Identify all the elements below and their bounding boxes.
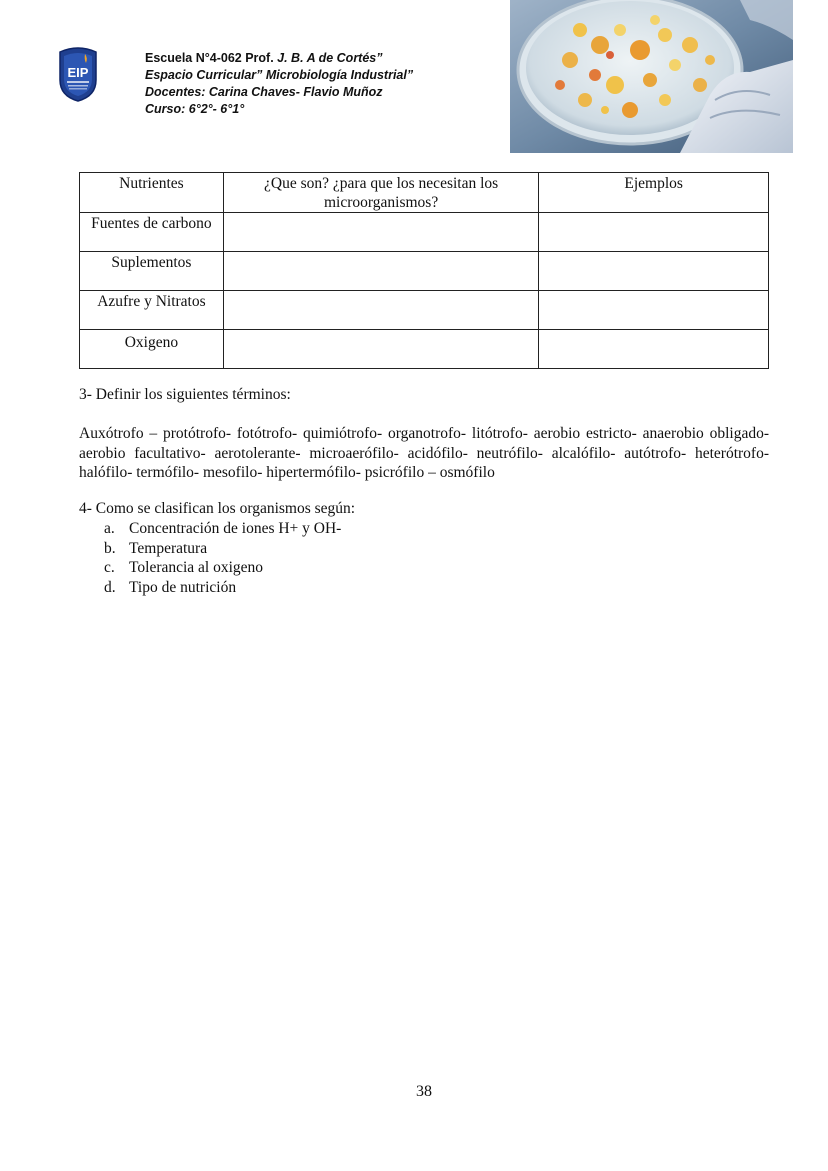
row-label: Oxigeno [80, 330, 224, 369]
example-cell [539, 213, 769, 252]
school-logo [57, 44, 99, 102]
header-block [145, 50, 413, 118]
section-3-title: 3- Definir los siguientes términos: [79, 386, 291, 403]
answer-cell [223, 252, 539, 291]
item-text: Temperatura [129, 539, 208, 557]
classification-list [104, 519, 341, 597]
school-name: J. B. A de Cortés” [277, 51, 383, 65]
table-row [80, 252, 769, 291]
example-cell [539, 291, 769, 330]
section-3-terms: Auxótrofo – protótrofo- fotótrofo- quimiótrofo- organotrofo- litótrofo- aerobio estricto- anaerobio obligado- aerobio facultativo- aerotolerante- microaerófilo- acidófilo- neutrófilo- alcalófilo- autótrofo- heterótrofo- halófilo- termófilo- mesofilo- hipertermófilo- psicrófilo – osmófilo [79, 425, 769, 481]
item-letter: d. [104, 578, 116, 596]
nutrients-table [79, 172, 769, 369]
item-letter: a. [104, 520, 115, 537]
item-text: Tipo de nutrición [129, 578, 237, 596]
header-ejemplos: Ejemplos [539, 173, 769, 213]
school-prefix: Escuela N°4-062 Prof. [145, 51, 274, 65]
course-line: Curso: 6°2°- 6°1° [145, 102, 245, 116]
example-cell [539, 330, 769, 369]
list-item [104, 539, 341, 559]
item-text: Concentración de iones H+ y OH- [129, 520, 342, 537]
item-letter: c. [104, 559, 115, 576]
petri-dish-photo [510, 0, 793, 153]
row-label: Suplementos [80, 252, 224, 291]
header-nutrientes: Nutrientes [80, 173, 224, 213]
teachers-line: Docentes: Carina Chaves- Flavio Muñoz [145, 85, 383, 99]
example-cell [539, 252, 769, 291]
list-item [104, 519, 341, 539]
table-row [80, 330, 769, 369]
list-item [104, 578, 341, 598]
answer-cell [223, 291, 539, 330]
table-header-row [80, 173, 769, 213]
table-row [80, 291, 769, 330]
logo-text: EIP [67, 65, 89, 80]
school-line [145, 50, 413, 67]
subject-line: Espacio Curricular” Microbiología Industrial” [145, 68, 414, 82]
row-label: Azufre y Nitratos [80, 291, 224, 330]
item-letter: b. [104, 539, 116, 557]
answer-cell [223, 213, 539, 252]
list-item [104, 558, 341, 578]
item-text: Tolerancia al oxigeno [129, 559, 264, 576]
section-4-title: 4- Como se clasifican los organismos según: [79, 500, 356, 517]
answer-cell [223, 330, 539, 369]
row-label: Fuentes de carbono [80, 213, 224, 252]
header-que-son: ¿Que son? ¿para que los necesitan los microorganismos? [223, 173, 539, 213]
page-number: 38 [416, 1083, 432, 1100]
table-row [80, 213, 769, 252]
